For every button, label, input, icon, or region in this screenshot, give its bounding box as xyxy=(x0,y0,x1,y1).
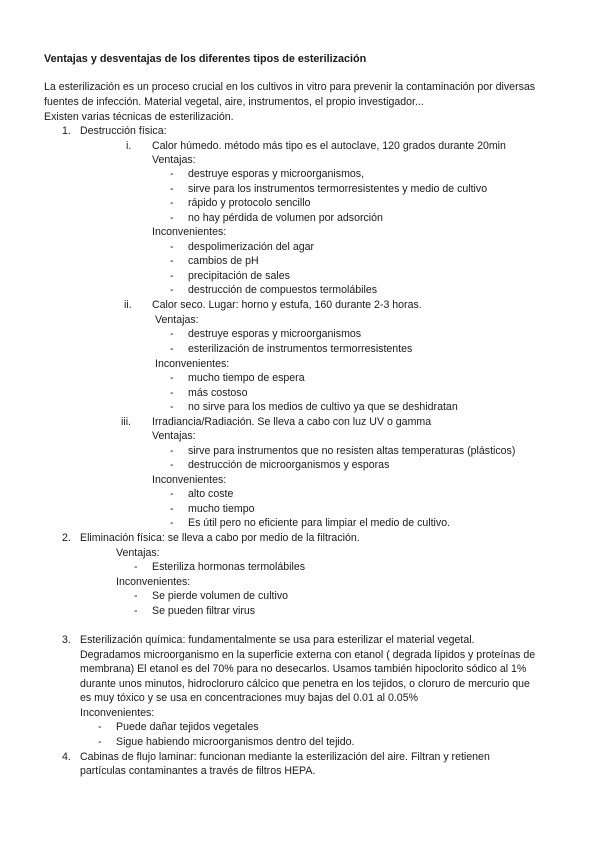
list-item: más costoso xyxy=(188,387,248,399)
bullet-dash: - xyxy=(98,721,102,733)
list-item: mucho tiempo xyxy=(188,503,255,515)
list-item: destrucción de microorganismos y esporas xyxy=(188,459,390,471)
bullet-dash: - xyxy=(170,517,174,529)
bullet-dash: - xyxy=(134,605,138,617)
bullet-dash: - xyxy=(170,212,174,224)
intro-line: Existen varias técnicas de esterilización. xyxy=(44,111,234,123)
list-item: destruye esporas y microorganismos, xyxy=(188,168,365,180)
list-number: 2. xyxy=(62,532,71,544)
subsection-text: Calor húmedo. método más tipo es el autoclave, 120 grados durante 20min xyxy=(152,140,506,152)
bullet-dash: - xyxy=(170,387,174,399)
paragraph-line: Degradamos microorganismo en la superficie externa con etanol ( degrada lípidos y proteínas de xyxy=(80,649,536,661)
bullet-dash: - xyxy=(170,328,174,340)
list-item: cambios de pH xyxy=(188,255,259,267)
roman-number: ii. xyxy=(124,299,132,311)
list-item: sirve para instrumentos que no resisten altas temperaturas (plásticos) xyxy=(188,445,516,457)
advantages-label: Ventajas: xyxy=(116,547,160,559)
disadvantages-label: Inconvenientes: xyxy=(116,576,191,588)
list-item: Se pierde volumen de cultivo xyxy=(152,590,289,602)
page-title: Ventajas y desventajas de los diferentes tipos de esterilización xyxy=(44,53,367,65)
list-item: despolimerización del agar xyxy=(188,241,315,253)
disadvantages-label: Inconvenientes: xyxy=(152,474,227,486)
bullet-dash: - xyxy=(170,343,174,355)
bullet-dash: - xyxy=(170,241,174,253)
subsection-text: Irradiancia/Radiación. Se lleva a cabo con luz UV o gamma xyxy=(152,416,432,428)
list-item: sirve para los instrumentos termorresistentes y medio de cultivo xyxy=(188,183,488,195)
bullet-dash: - xyxy=(170,372,174,384)
bullet-dash: - xyxy=(170,401,174,413)
paragraph-line: Esterilización química: fundamentalmente se usa para esterilizar el material vegetal. xyxy=(80,634,475,646)
bullet-dash: - xyxy=(170,459,174,471)
list-item: Esteriliza hormonas termolábiles xyxy=(152,561,306,573)
paragraph-line: membrana) El etanol es del 70% para no desecarlos. Usamos también hipoclorito sódico al 1% xyxy=(80,663,527,675)
roman-number: iii. xyxy=(121,416,132,428)
bullet-dash: - xyxy=(134,590,138,602)
list-item: alto coste xyxy=(188,488,234,500)
section-heading: Eliminación física: se lleva a cabo por medio de la filtración. xyxy=(80,532,360,544)
section-heading: Destrucción física: xyxy=(80,125,167,137)
list-number: 1. xyxy=(62,125,71,137)
bullet-dash: - xyxy=(170,445,174,457)
list-item: destruye esporas y microorganismos xyxy=(188,328,362,340)
list-item: Es útil pero no eficiente para limpiar el medio de cultivo. xyxy=(188,517,451,529)
advantages-label: Ventajas: xyxy=(152,154,196,166)
list-item: mucho tiempo de espera xyxy=(188,372,305,384)
advantages-label: Ventajas: xyxy=(152,430,196,442)
paragraph-line: partículas contaminantes a través de filtros HEPA. xyxy=(80,765,316,777)
list-item: precipitación de sales xyxy=(188,270,290,282)
list-item: Sigue habiendo microorganismos dentro del tejido. xyxy=(116,736,355,748)
advantages-label: Ventajas: xyxy=(155,314,199,326)
bullet-dash: - xyxy=(170,270,174,282)
list-item: Puede dañar tejidos vegetales xyxy=(116,721,259,733)
list-item: Se pueden filtrar virus xyxy=(152,605,256,617)
bullet-dash: - xyxy=(170,168,174,180)
bullet-dash: - xyxy=(170,255,174,267)
intro-line: La esterilización es un proceso crucial en los cultivos in vitro para prevenir la contaminación por diversas xyxy=(44,81,536,93)
list-item: no sirve para los medios de cultivo ya que se deshidratan xyxy=(188,401,458,413)
paragraph-line: es muy tóxico y se usa en concentraciones muy bajas del 0.01 al 0.05% xyxy=(80,692,419,704)
bullet-dash: - xyxy=(170,284,174,296)
list-item: destrucción de compuestos termolábiles xyxy=(188,284,378,296)
disadvantages-label: Inconvenientes: xyxy=(80,707,155,719)
bullet-dash: - xyxy=(98,736,102,748)
bullet-dash: - xyxy=(170,197,174,209)
bullet-dash: - xyxy=(170,503,174,515)
subsection-text: Calor seco. Lugar: horno y estufa, 160 durante 2-3 horas. xyxy=(152,299,422,311)
bullet-dash: - xyxy=(170,183,174,195)
list-item: esterilización de instrumentos termorresistentes xyxy=(188,343,413,355)
list-item: no hay pérdida de volumen por adsorción xyxy=(188,212,383,224)
list-item: rápido y protocolo sencillo xyxy=(188,197,311,209)
list-number: 3. xyxy=(62,634,71,646)
list-number: 4. xyxy=(62,751,71,763)
intro-line: fuentes de infección. Material vegetal, aire, instrumentos, el propio investigador... xyxy=(44,96,424,108)
bullet-dash: - xyxy=(170,488,174,500)
bullet-dash: - xyxy=(134,561,138,573)
disadvantages-label: Inconvenientes: xyxy=(152,226,227,238)
paragraph-line: Cabinas de flujo laminar: funcionan mediante la esterilización del aire. Filtran y retienen xyxy=(80,751,490,763)
disadvantages-label: Inconvenientes: xyxy=(155,358,230,370)
roman-number: i. xyxy=(126,140,132,152)
paragraph-line: durante unos minutos, hidrocloruro cálcico que penetra en los tejidos, o cloruro de mercurio que xyxy=(80,678,530,690)
